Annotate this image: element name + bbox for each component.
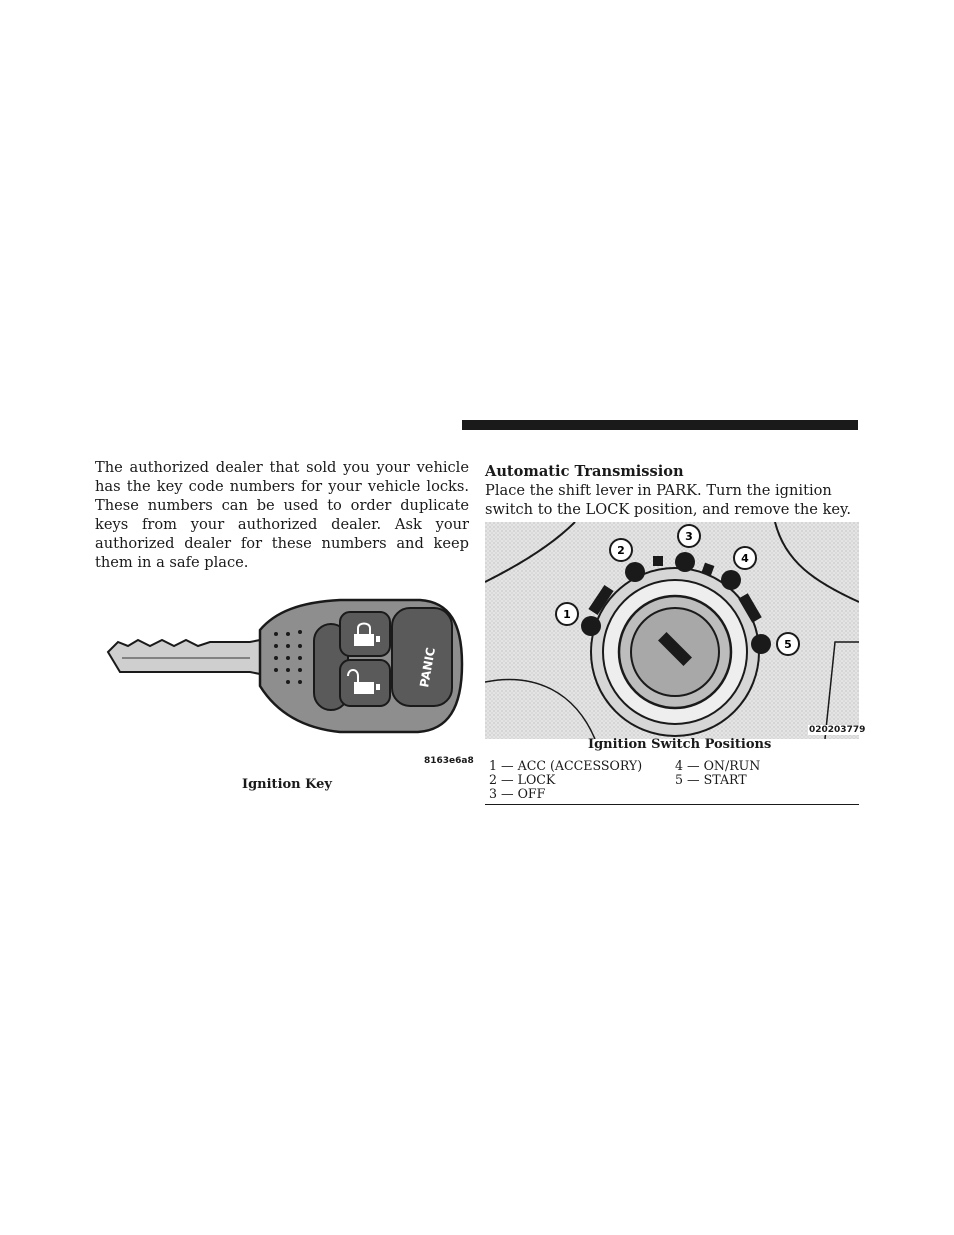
- legend-item-5: 5 — START: [675, 772, 747, 787]
- panic-label: PANIC: [417, 646, 438, 689]
- callout-4: 4: [741, 552, 749, 565]
- key-code-paragraph: The authorized dealer that sold you your vehicle has the key code numbers for your vehicle locks. These numbers can be used to order duplicate keys from your authorized dealer. Ask your authorized dealer for these numbers and keep them in a safe place.: [95, 459, 469, 571]
- key-figure-code: 8163e6a8: [424, 756, 474, 766]
- figure-bottom-rule: [485, 804, 859, 805]
- key-figure-caption: Ignition Key: [242, 777, 332, 792]
- legend-item-3: 3 — OFF: [489, 786, 546, 801]
- position-dot-4: [721, 570, 741, 590]
- callout-2: 2: [617, 544, 625, 557]
- position-dot-1: [581, 616, 601, 636]
- position-dot-3: [675, 552, 695, 572]
- legend-item-1: 1 — ACC (ACCESSORY): [489, 758, 643, 773]
- transmission-paragraph: Place the shift lever in PARK. Turn the ignition switch to the LOCK position, and remove the key.: [485, 482, 851, 518]
- callout-3: 3: [685, 530, 693, 543]
- legend-item-4: 4 — ON/RUN: [675, 758, 761, 773]
- legend-item-2: 2 — LOCK: [489, 772, 556, 787]
- ignition-figure-code: 020203779: [809, 725, 866, 735]
- key-blade: [108, 640, 260, 674]
- position-mark-off-left: [653, 556, 663, 566]
- position-dot-2: [625, 562, 645, 582]
- callout-1: 1: [563, 608, 571, 621]
- position-dot-5: [751, 634, 771, 654]
- ignition-figure-caption: Ignition Switch Positions: [588, 737, 772, 752]
- callout-5: 5: [784, 638, 792, 651]
- section-header-bar: [462, 420, 858, 430]
- section-heading: Automatic Transmission: [485, 463, 684, 480]
- ignition-switch-illustration: [485, 522, 859, 739]
- ignition-key-illustration: [100, 590, 470, 770]
